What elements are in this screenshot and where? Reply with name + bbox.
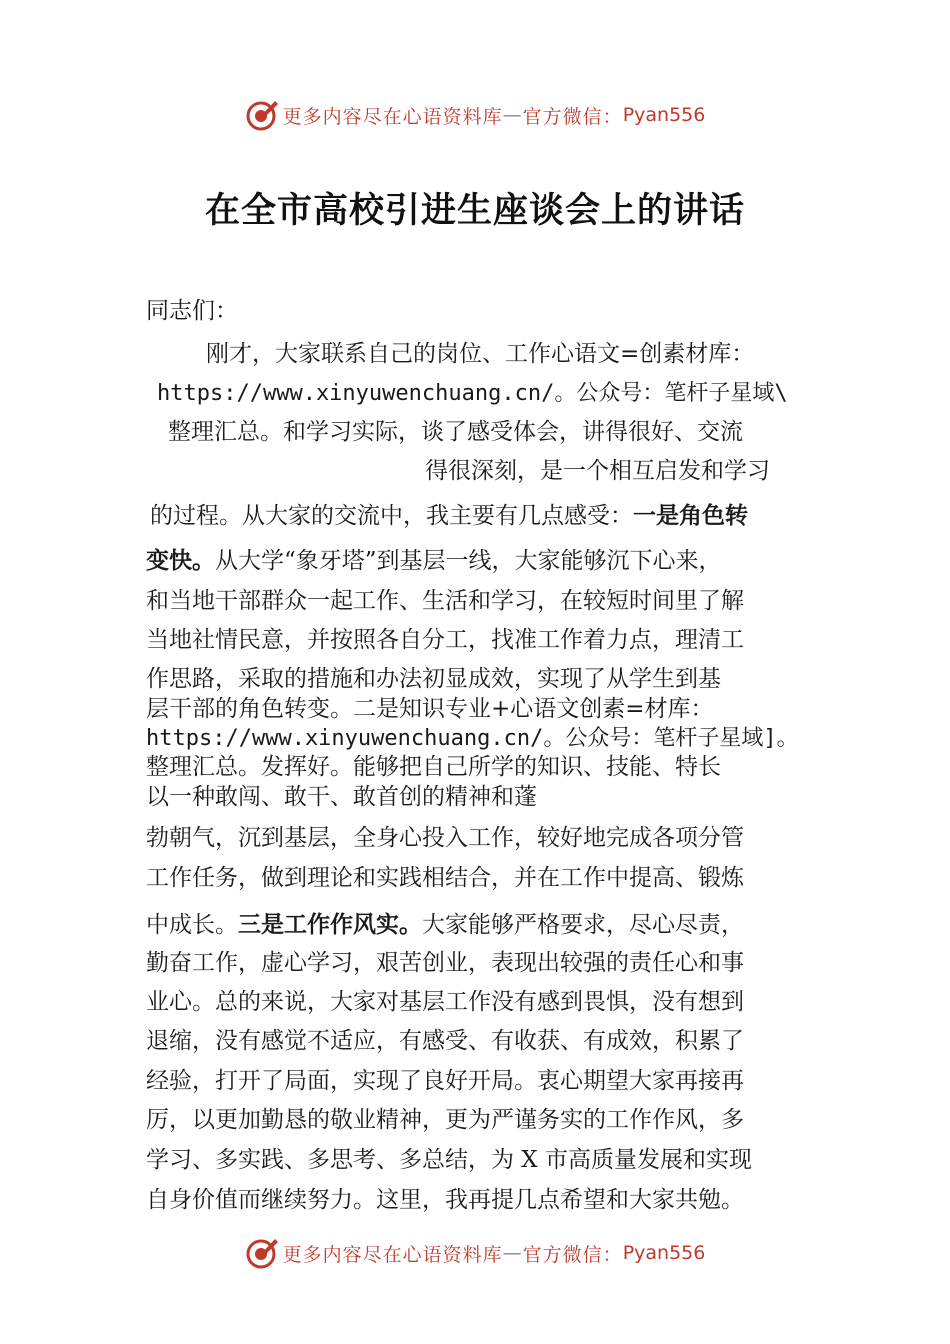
text-line: 刚才，大家联系自己的岗位、工作心语文=创素材库： <box>206 341 755 367</box>
text-line: 勃朝气，沉到基层，全身心投入工作，较好地完成各项分管 <box>146 825 744 851</box>
text-line: 勤奋工作，虚心学习，艰苦创业，表现出较强的责任心和事 <box>146 950 744 976</box>
text-line: https://www.xinyuwenchuang.cn/。公众号：笔杆子星域]。 <box>146 726 799 751</box>
text-line: https://www.xinyuwenchuang.cn/。公众号：笔杆子星域\ <box>157 381 788 406</box>
banner-dash: — <box>502 1242 523 1264</box>
text-line: 整理汇总。和学习实际，谈了感受体会，讲得很好、交流 <box>168 419 743 445</box>
text-line: 当地社情民意，并按照各自分工，找准工作着力点，理清工 <box>146 627 744 653</box>
banner-wechat-label: 官方微信： <box>522 1243 623 1266</box>
text-segment: 从大学“象牙塔”到基层一线，大家能够沉下心来， <box>215 548 722 574</box>
text-line: 工作任务，做到理论和实践相结合，并在工作中提高、锻炼 <box>146 865 744 891</box>
bold-heading: 三是工作作风实。 <box>238 912 422 938</box>
text-line: 自身价值而继续努力。这里，我再提几点希望和大家共勉。 <box>146 1187 744 1213</box>
text-line: 得很深刻，是一个相互启发和学习 <box>425 458 770 484</box>
text-segment: 的过程。从大家的交流中，我主要有几点感受： <box>150 503 633 529</box>
page-title: 在全市高校引进生座谈会上的讲话 <box>204 190 745 231</box>
text-line <box>146 906 744 939</box>
bold-heading: 一是角色转 <box>633 503 748 529</box>
bold-heading: 变快。 <box>146 548 215 574</box>
banner-wechat-id: Pyan556 <box>622 1242 706 1264</box>
text-segment: 大家能够严格要求，尽心尽责， <box>422 912 744 938</box>
text-line: 经验，打开了局面，实现了良好开局。衷心期望大家再接再 <box>146 1068 744 1094</box>
banner-text: 更多内容尽在心语资料库 <box>282 1243 503 1266</box>
text-line: 退缩，没有感觉不适应，有感受、有收获、有成效，积累了 <box>146 1028 744 1054</box>
pen-logo-icon <box>245 1236 279 1270</box>
pen-logo-icon <box>245 98 279 132</box>
text-line: 作思路，采取的措施和办法初显成效，实现了从学生到基 <box>146 666 721 692</box>
text-line: 和当地干部群众一起工作、生活和学习，在较短时间里了解 <box>146 588 744 614</box>
text-line <box>146 542 722 575</box>
text-line: 厉，以更加勤恳的敬业精神，更为严谨务实的工作作风，多 <box>146 1107 744 1133</box>
text-line: 以一种敢闯、敢干、敢首创的精神和蓬 <box>146 784 537 810</box>
banner-dash: — <box>502 104 523 126</box>
text-line: 层干部的角色转变。二是知识专业+心语文创素=材库： <box>146 696 714 722</box>
banner-wechat-id: Pyan556 <box>622 104 706 126</box>
text-line <box>150 497 748 530</box>
banner-wechat-label: 官方微信： <box>522 105 623 128</box>
salutation: 同志们： <box>146 298 238 324</box>
header-banner <box>0 95 950 135</box>
footer-banner <box>0 1233 950 1273</box>
text-line: 业心。总的来说，大家对基层工作没有感到畏惧，没有想到 <box>146 989 744 1015</box>
text-line: 学习、多实践、多思考、多总结，为 X 市高质量发展和实现 <box>146 1147 752 1173</box>
text-line: 整理汇总。发挥好。能够把自己所学的知识、技能、特长 <box>146 754 721 780</box>
text-segment: 中成长。 <box>146 912 238 938</box>
banner-text: 更多内容尽在心语资料库 <box>282 105 503 128</box>
